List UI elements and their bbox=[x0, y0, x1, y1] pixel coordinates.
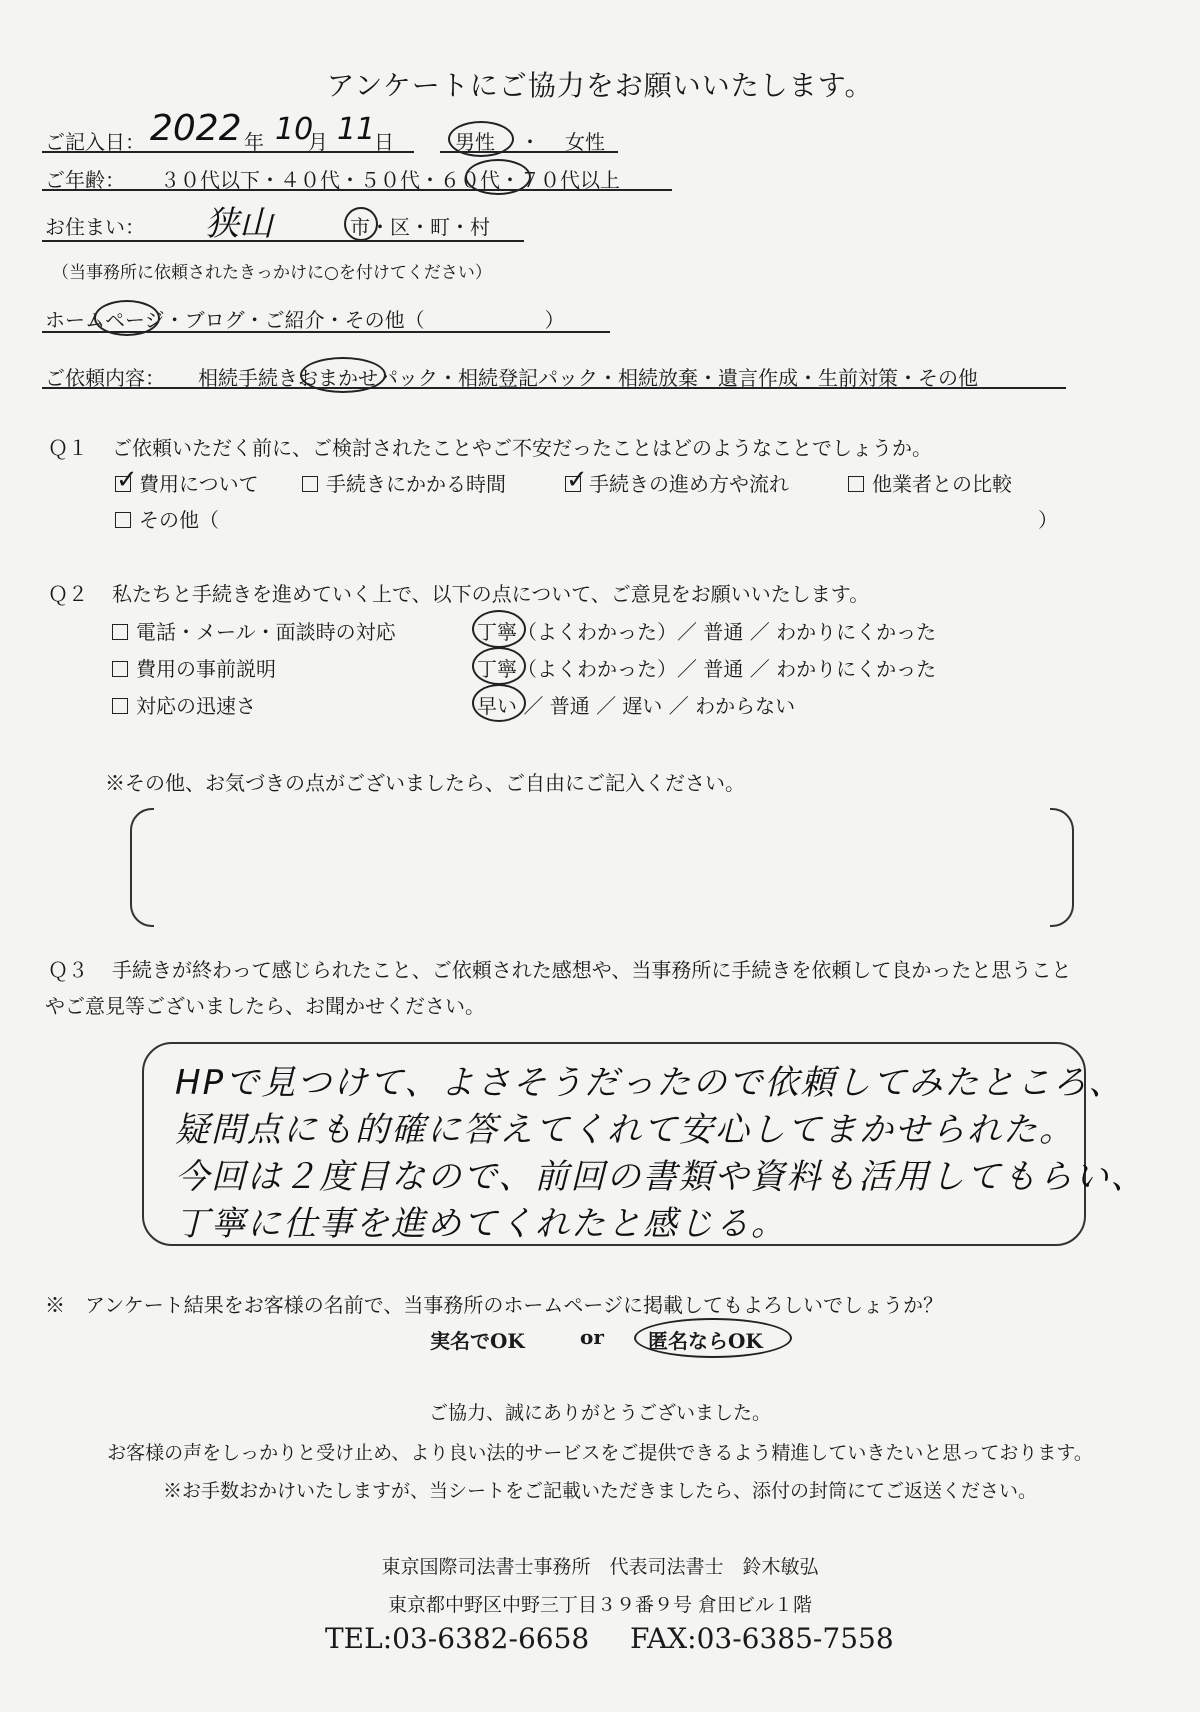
office-address: 東京都中野区中野三丁目３９番９号 倉田ビル１階 bbox=[387, 1594, 813, 1616]
q1-compare-checkbox bbox=[848, 476, 864, 492]
q2-row1-label bbox=[112, 616, 396, 645]
gender-female: 女性 bbox=[565, 130, 605, 154]
check-mark-icon: ✓ bbox=[566, 465, 588, 495]
comment-bracket-right bbox=[1050, 808, 1074, 927]
q1-question: ご依頼いただく前に、ご検討されたことやご不安だったことはどのようなことでしょうか。 bbox=[112, 436, 932, 460]
return-instruction: ※お手数おかけいたしますが、当シートをご記載いただきましたら、添付の封筒にてご返送ください。 bbox=[162, 1480, 1037, 1502]
year-label: 年 bbox=[244, 130, 264, 154]
publish-anonymous: 匿名ならOK bbox=[648, 1329, 763, 1353]
answer-line-2: 疑問点にも的確に答えてくれて安心してまかせられた。 bbox=[175, 1110, 1075, 1150]
q2-number: Ｑ２ bbox=[48, 582, 88, 606]
q1-option-other bbox=[115, 504, 219, 533]
q2-row2-answer-circle bbox=[472, 647, 526, 685]
q1-cost-label: 費用について bbox=[139, 472, 259, 496]
q3-number: Ｑ３ bbox=[48, 958, 88, 982]
date-label: ご記入日： bbox=[45, 130, 145, 154]
comment-bracket-left bbox=[130, 808, 154, 927]
q2-row3-scale: 早い ／ 普通 ／ 遅い ／ わからない bbox=[477, 694, 796, 718]
residence-label: お住まい： bbox=[45, 215, 145, 239]
q1-other-checkbox bbox=[115, 512, 131, 528]
date-month-value: 10 bbox=[275, 112, 314, 147]
q2-row1-scale: 丁寧（よくわかった）／ 普通 ／ わかりにくかった bbox=[477, 620, 937, 644]
check-mark-icon: ✓ bbox=[116, 465, 138, 495]
residence-city-circle bbox=[344, 207, 378, 241]
office-tel: TEL:03-6382-6658 bbox=[325, 1622, 590, 1655]
answer-line-4: 丁寧に仕事を進めてくれたと感じる。 bbox=[175, 1204, 787, 1244]
q1-option-process bbox=[565, 465, 789, 497]
q2-row3-checkbox bbox=[112, 698, 128, 714]
q2-row2-checkbox bbox=[112, 661, 128, 677]
q1-process-checkbox bbox=[565, 465, 588, 495]
q2-row2-scale: 丁寧（よくわかった）／ 普通 ／ わかりにくかった bbox=[477, 657, 937, 681]
date-day-value: 11 bbox=[337, 112, 376, 147]
residence-underline bbox=[42, 240, 524, 242]
thanks-line: ご協力、誠にありがとうございました。 bbox=[428, 1402, 771, 1424]
answer-line-3: 今回は２度目なので、前回の書類や資料も活用してもらい、 bbox=[175, 1157, 1147, 1197]
q3-question-line1: 手続きが終わって感じられたこと、ご依頼された感想や、当事務所に手続きを依頼して良かったと思うこと bbox=[112, 958, 1072, 982]
trigger-options: ホームページ・ブログ・ご紹介・その他（ ） bbox=[45, 308, 565, 332]
residence-city-value: 狭山 bbox=[205, 204, 273, 244]
q2-row3-answer-circle bbox=[472, 684, 526, 722]
publish-anonymous-circle bbox=[634, 1318, 792, 1358]
trigger-instruction: （当事務所に依頼されたきっかけに○を付けてください） bbox=[52, 263, 492, 283]
q1-option-cost bbox=[115, 465, 259, 497]
q2-row2-label bbox=[112, 653, 276, 682]
q1-time-checkbox bbox=[302, 476, 318, 492]
q2-row1-checkbox bbox=[112, 624, 128, 640]
age-underline bbox=[42, 189, 672, 191]
q1-other-label: その他（ bbox=[139, 508, 219, 532]
request-options: 相続手続きおまかせパック・相続登記パック・相続放棄・遺言作成・生前対策・その他 bbox=[198, 366, 978, 390]
date-underline bbox=[42, 151, 414, 153]
q1-process-label: 手続きの進め方や流れ bbox=[589, 472, 789, 496]
date-year-value: 2022 bbox=[150, 108, 242, 149]
q2-comment-instruction: ※その他、お気づきの点がございましたら、ご自由にご記入ください。 bbox=[105, 771, 745, 795]
publish-or: or bbox=[580, 1325, 604, 1349]
q1-time-label: 手続きにかかる時間 bbox=[326, 472, 506, 496]
request-label: ご依頼内容： bbox=[45, 366, 165, 390]
q2-row3-text: 対応の迅速さ bbox=[136, 694, 256, 718]
q1-other-close-paren: ） bbox=[1038, 508, 1058, 532]
day-label: 日 bbox=[374, 130, 394, 154]
answer-line-1: HPで見つけて、よさそうだったので依頼してみたところ、 bbox=[175, 1063, 1125, 1103]
residence-type-options: 市・区・町・村 bbox=[350, 215, 490, 239]
q2-row3-label bbox=[112, 690, 256, 719]
trigger-underline bbox=[42, 331, 610, 333]
publish-question: ※ アンケート結果をお客様の名前で、当事務所のホームページに掲載してもよろしいでしょうか？ bbox=[45, 1293, 943, 1317]
q2-row1-answer-circle bbox=[472, 610, 526, 648]
q1-number: Ｑ１ bbox=[48, 436, 88, 460]
q1-compare-label: 他業者との比較 bbox=[872, 472, 1012, 496]
q1-option-compare bbox=[848, 468, 1012, 497]
office-fax: FAX:03-6385-7558 bbox=[630, 1622, 894, 1655]
age-label: ご年齢： bbox=[45, 168, 125, 192]
survey-title: アンケートにご協力をお願いいたします。 bbox=[326, 69, 874, 102]
request-underline bbox=[42, 387, 1066, 389]
publish-real-name: 実名でOK bbox=[430, 1329, 525, 1353]
month-label: 月 bbox=[308, 130, 328, 154]
office-name: 東京国際司法書士事務所 代表司法書士 鈴木敏弘 bbox=[381, 1556, 819, 1578]
commitment-line: お客様の声をしっかりと受け止め、より良い法的サービスをご提供できるよう精進していきたいと思っております。 bbox=[107, 1442, 1093, 1464]
q1-option-time bbox=[302, 468, 506, 497]
q2-row2-text: 費用の事前説明 bbox=[136, 657, 276, 681]
q2-row1-text: 電話・メール・面談時の対応 bbox=[136, 620, 396, 644]
gender-male: 男性 bbox=[455, 130, 495, 154]
gender-separator: ・ bbox=[520, 130, 540, 154]
q1-cost-checkbox bbox=[115, 465, 138, 495]
q3-question-line2: やご意見等ございましたら、お聞かせください。 bbox=[45, 994, 485, 1018]
gender-underline bbox=[440, 151, 618, 153]
q2-question: 私たちと手続きを進めていく上で、以下の点について、ご意見をお願いいたします。 bbox=[112, 582, 870, 606]
age-options: ３０代以下・４０代・５０代・６０代・７０代以上 bbox=[160, 168, 620, 192]
